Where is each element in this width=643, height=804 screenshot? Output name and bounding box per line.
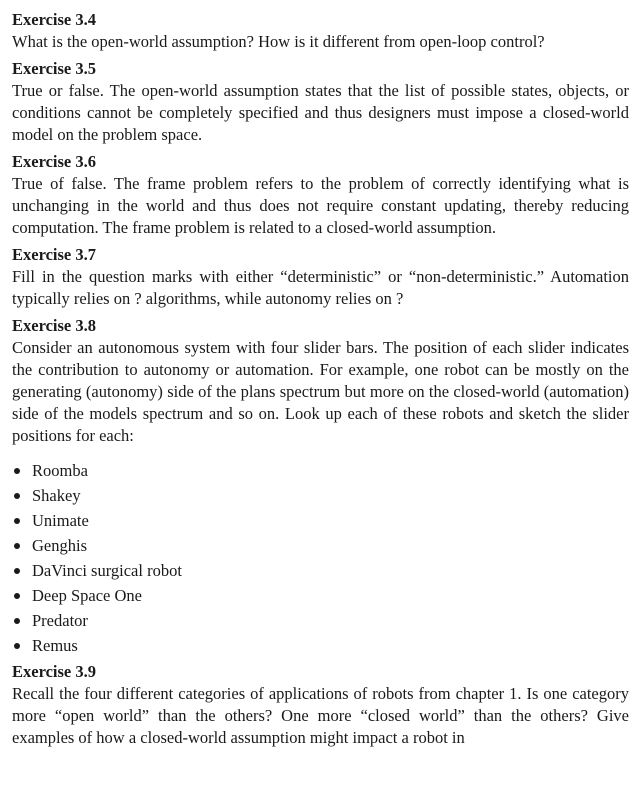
list-item bbox=[12, 583, 629, 608]
document-page bbox=[12, 9, 629, 749]
exercise-text: Recall the four different categories of applications of robots from chapter 1. Is one category more “open world” than the others? One more “closed world” than the others? Give examples of how a closed-world assumption might impact a robot in bbox=[12, 684, 629, 747]
bullet-icon bbox=[14, 593, 20, 599]
exercise-text: Fill in the question marks with either “deterministic” or “non-deterministic.” Automation typically relies on ? algorithms, while autonomy relies on ? bbox=[12, 267, 629, 308]
bullet-icon bbox=[14, 543, 20, 549]
exercise-text: True or false. The open-world assumption states that the list of possible states, objects, or conditions cannot be completely specified and thus designers must impose a closed-world model on the problem space. bbox=[12, 81, 629, 144]
bullet-icon bbox=[14, 518, 20, 524]
list-item-label: Remus bbox=[32, 636, 78, 655]
exercise-3-5 bbox=[12, 58, 629, 146]
list-item bbox=[12, 533, 629, 558]
exercise-text: Consider an autonomous system with four slider bars. The position of each slider indicates the contribution to autonomy or automation. For example, one robot can be mostly on the generating (autonomy) side of the plans spectrum but more on the closed-world (automation) side of the models spectrum and so on. Look up each of these robots and sketch the slider positions for each: bbox=[12, 338, 629, 445]
exercise-heading: Exercise 3.7 bbox=[12, 245, 97, 264]
exercise-3-6 bbox=[12, 151, 629, 239]
exercise-heading: Exercise 3.6 bbox=[12, 152, 97, 171]
bullet-icon bbox=[14, 643, 20, 649]
exercise-text: What is the open-world assumption? How is it different from open-loop control? bbox=[12, 32, 545, 51]
list-item-label: Predator bbox=[32, 611, 88, 630]
list-item bbox=[12, 608, 629, 633]
list-item-label: Unimate bbox=[32, 511, 89, 530]
robot-list bbox=[12, 458, 629, 658]
list-item bbox=[12, 483, 629, 508]
list-item-label: Shakey bbox=[32, 486, 81, 505]
exercise-text: True of false. The frame problem refers to the problem of correctly identifying what is unchanging in the world and thus does not require constant updating, thereby reducing computation. The frame problem is related to a closed-world assumption. bbox=[12, 174, 629, 237]
exercise-heading: Exercise 3.9 bbox=[12, 662, 97, 681]
exercise-heading: Exercise 3.8 bbox=[12, 316, 97, 335]
exercise-3-4 bbox=[12, 9, 629, 53]
bullet-icon bbox=[14, 468, 20, 474]
exercise-3-9 bbox=[12, 661, 629, 749]
list-item bbox=[12, 633, 629, 658]
bullet-icon bbox=[14, 618, 20, 624]
list-item bbox=[12, 558, 629, 583]
exercise-3-7 bbox=[12, 244, 629, 310]
bullet-icon bbox=[14, 568, 20, 574]
exercise-3-8 bbox=[12, 315, 629, 658]
list-item bbox=[12, 458, 629, 483]
list-item bbox=[12, 508, 629, 533]
list-item-label: Roomba bbox=[32, 461, 88, 480]
bullet-icon bbox=[14, 493, 20, 499]
list-item-label: DaVinci surgical robot bbox=[32, 561, 182, 580]
exercise-heading: Exercise 3.4 bbox=[12, 10, 97, 29]
list-item-label: Deep Space One bbox=[32, 586, 142, 605]
exercise-heading: Exercise 3.5 bbox=[12, 59, 97, 78]
list-item-label: Genghis bbox=[32, 536, 87, 555]
